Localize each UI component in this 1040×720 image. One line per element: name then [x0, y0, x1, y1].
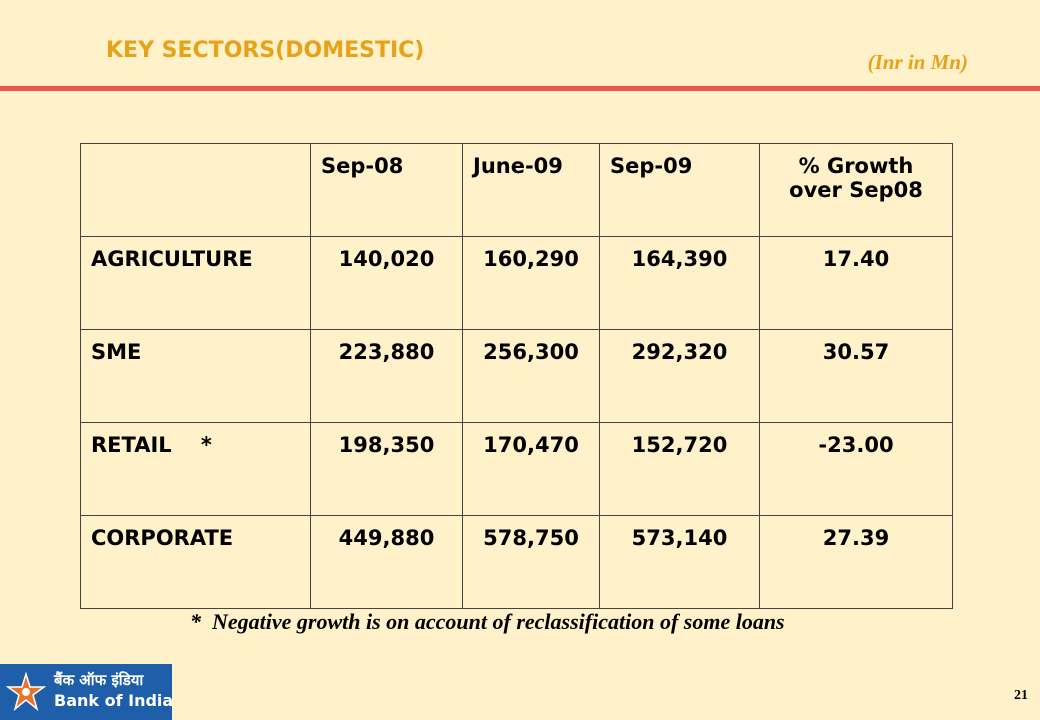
units-label: (Inr in Mn)	[867, 50, 968, 74]
row-label: CORPORATE	[81, 516, 311, 609]
table-row	[81, 516, 953, 609]
cell-sep09: 573,140	[600, 516, 760, 609]
table-row	[81, 330, 953, 423]
cell-sep09: 164,390	[600, 237, 760, 330]
table-row	[81, 237, 953, 330]
cell-jun09: 256,300	[463, 330, 600, 423]
header-divider	[0, 86, 1040, 91]
cell-sep08: 198,350	[311, 423, 463, 516]
row-label: RETAIL *	[81, 423, 311, 516]
page-number: 21	[1014, 688, 1028, 703]
header-sep09: Sep-09	[600, 144, 760, 237]
logo-text-english: Bank of India	[54, 691, 174, 710]
header-growth-line2: over Sep08	[789, 178, 923, 202]
cell-growth: 30.57	[760, 330, 953, 423]
header-growth-line1: % Growth	[798, 154, 914, 178]
table-header-row	[81, 144, 953, 237]
header-jun09: June-09	[463, 144, 600, 237]
header-blank	[81, 144, 311, 237]
table-row	[81, 423, 953, 516]
slide-title: KEY SECTORS(DOMESTIC)	[106, 38, 425, 63]
row-label: AGRICULTURE	[81, 237, 311, 330]
bank-star-icon	[6, 672, 46, 712]
footnote: * Negative growth is on account of reclassification of some loans	[190, 609, 785, 634]
cell-jun09: 578,750	[463, 516, 600, 609]
cell-growth: 27.39	[760, 516, 953, 609]
cell-sep08: 140,020	[311, 237, 463, 330]
cell-sep08: 223,880	[311, 330, 463, 423]
cell-growth: 17.40	[760, 237, 953, 330]
cell-jun09: 160,290	[463, 237, 600, 330]
header-sep08: Sep-08	[311, 144, 463, 237]
cell-growth: -23.00	[760, 423, 953, 516]
cell-sep09: 292,320	[600, 330, 760, 423]
cell-jun09: 170,470	[463, 423, 600, 516]
bank-logo	[0, 664, 172, 720]
header-growth	[760, 144, 953, 237]
cell-sep09: 152,720	[600, 423, 760, 516]
cell-sep08: 449,880	[311, 516, 463, 609]
row-label: SME	[81, 330, 311, 423]
key-sectors-table	[80, 143, 953, 609]
logo-text-hindi: बैंक ऑफ इंडिया	[54, 671, 144, 689]
